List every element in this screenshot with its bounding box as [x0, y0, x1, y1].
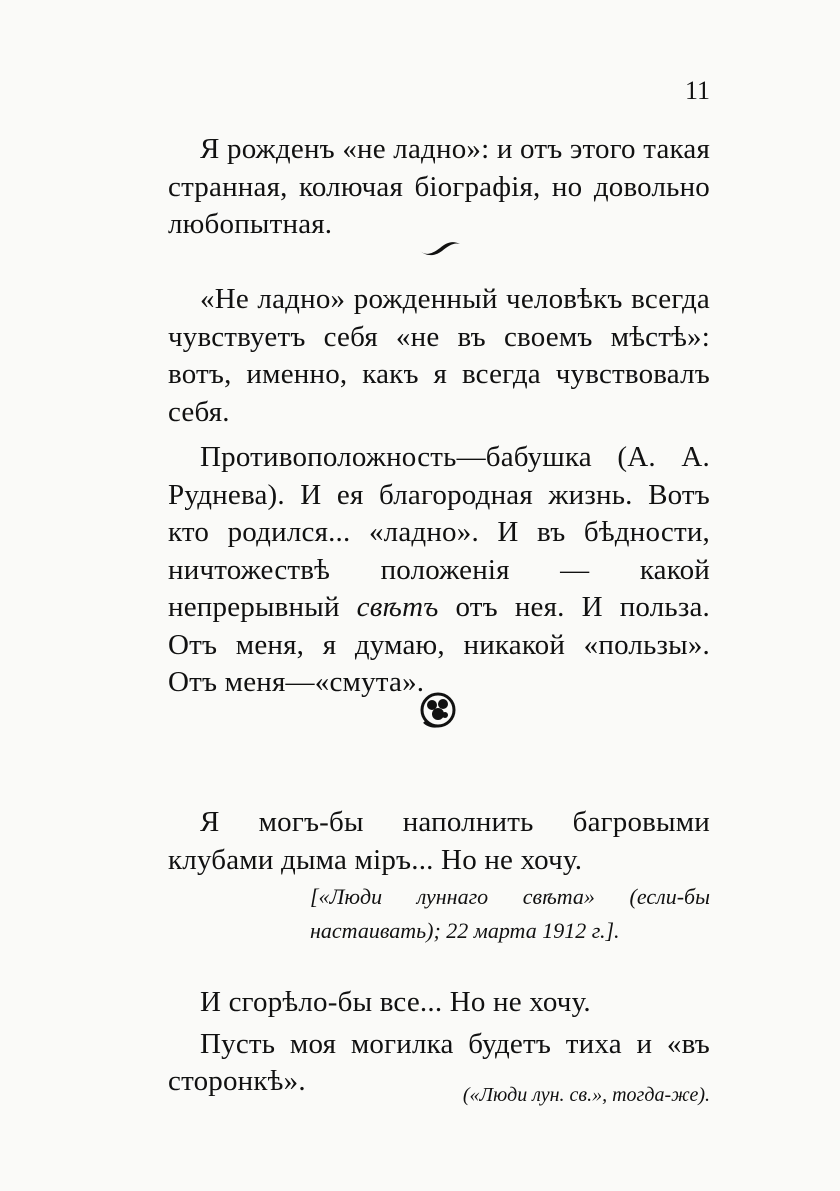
paragraph: «Не ладно» рожденный человѣкъ всегда чувствуетъ себя «не въ своемъ мѣстѣ»: вотъ, именно, какъ я всегда чувствовалъ себя. [168, 283, 710, 428]
text-run: Противоположность—бабушка (А. А. Руднева). И ея благородная жизнь. Вотъ кто родился... «ладно». И въ бѣдности, ничтожествѣ положенія — какой непрерывный [168, 441, 710, 623]
floral-ornament-icon [418, 690, 458, 730]
paragraph-block-3 [168, 804, 710, 879]
citation: («Люди лун. св.», тогда-же). [462, 1084, 710, 1106]
paragraph-block-2 [168, 281, 710, 702]
paragraph-block-1 [168, 131, 710, 244]
italic-word: свѣтъ [356, 591, 439, 623]
page-number: 11 [684, 76, 710, 105]
swash-ornament-icon [418, 236, 462, 258]
paragraph: Пусть моя могилка будетъ тиха и «въ сторонкѣ». [168, 1027, 710, 1097]
paragraph: И сгорѣло-бы все... Но не хочу. [200, 986, 591, 1018]
text-run: отъ нея. И польза. Отъ меня, я думаю, никакой «пользы». Отъ меня—«смута». [168, 591, 711, 698]
paragraph: Я могъ-бы наполнить багровыми клубами дыма міръ... Но не хочу. [168, 806, 710, 876]
paragraph [168, 439, 710, 702]
citation: [«Люди луннаго свѣта» (если-бы настаивать); 22 марта 1912 г.]. [310, 884, 710, 943]
paragraph: Я рожденъ «не ладно»: и отъ этого такая странная, колючая біографія, но довольно любопытная. [168, 133, 710, 240]
